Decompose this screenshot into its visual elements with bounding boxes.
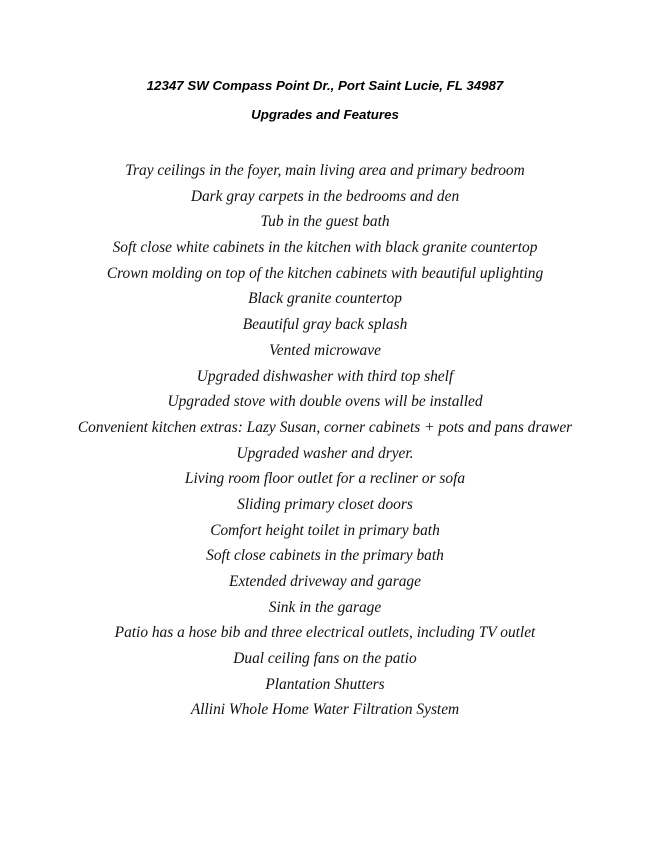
features-list bbox=[0, 158, 650, 723]
feature-item: Dual ceiling fans on the patio bbox=[233, 650, 417, 668]
feature-item: Convenient kitchen extras: Lazy Susan, corner cabinets + pots and pans drawer bbox=[77, 418, 573, 436]
feature-item: Vented microwave bbox=[269, 341, 381, 359]
feature-item: Upgraded washer and dryer. bbox=[236, 444, 414, 462]
feature-item: Dark gray carpets in the bedrooms and den bbox=[190, 187, 460, 205]
feature-item: Plantation Shutters bbox=[265, 675, 385, 693]
feature-item: Extended driveway and garage bbox=[229, 573, 421, 590]
feature-item: Living room floor outlet for a recliner or sofa bbox=[184, 470, 466, 488]
feature-item: Allini Whole Home Water Filtration System bbox=[190, 701, 460, 719]
feature-item: Comfort height toilet in primary bath bbox=[210, 521, 440, 539]
feature-item: Beautiful gray back splash bbox=[242, 316, 408, 334]
property-address: 12347 SW Compass Point Dr., Port Saint Lucie, FL 34987 bbox=[146, 78, 504, 93]
feature-item: Tray ceilings in the foyer, main living area and primary bedroom bbox=[125, 162, 525, 179]
feature-item: Upgraded dishwasher with third top shelf bbox=[196, 367, 454, 385]
feature-item: Black granite countertop bbox=[248, 290, 402, 308]
section-heading: Upgrades and Features bbox=[251, 107, 399, 122]
feature-item: Patio has a hose bib and three electrical outlets, including TV outlet bbox=[114, 624, 536, 642]
feature-item: Sliding primary closet doors bbox=[237, 495, 413, 513]
feature-item: Soft close white cabinets in the kitchen with black granite countertop bbox=[112, 239, 538, 257]
feature-item: Tub in the guest bath bbox=[260, 213, 390, 231]
feature-item: Upgraded stove with double ovens will be installed bbox=[167, 393, 483, 411]
feature-item: Crown molding on top of the kitchen cabinets with beautiful uplighting bbox=[106, 264, 544, 282]
feature-item: Soft close cabinets in the primary bath bbox=[206, 547, 444, 565]
feature-item: Sink in the garage bbox=[268, 598, 382, 616]
